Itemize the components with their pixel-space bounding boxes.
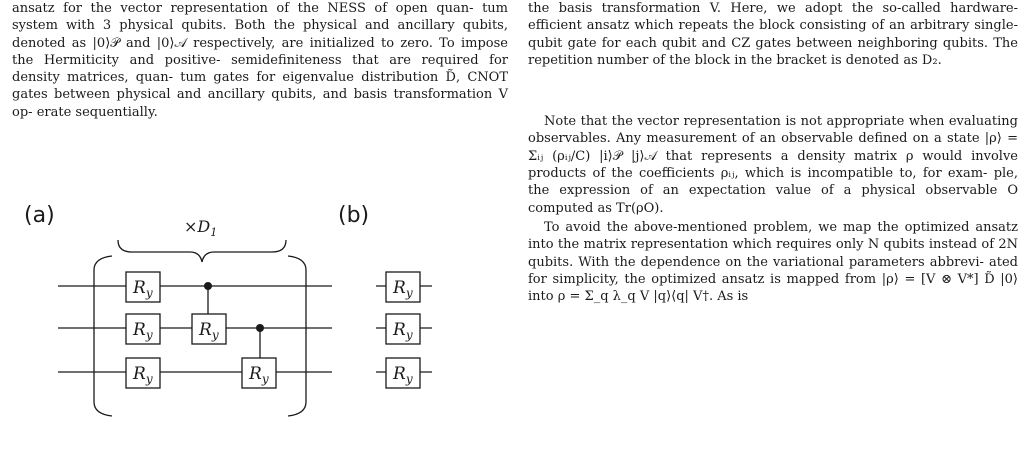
left-bracket	[94, 256, 112, 416]
circuit-figure	[20, 196, 460, 456]
intro-line: tum gates for eigenvalue distribution D̃, CNOT gates between	[12, 70, 508, 103]
text-line: the basis transformation V. Here, we adopt the so-called	[528, 1, 951, 16]
gate-label: $R_y$	[133, 278, 153, 300]
gate-label: $R_y$	[393, 278, 413, 300]
panel-b-label: (b)	[338, 203, 370, 228]
intro-line: semidefiniteness that are required for density matrices, quan-	[12, 52, 509, 86]
text-line: of an arbitrary single-qubit gate for each qubit and CZ gates	[528, 18, 1018, 51]
gate-label: $R_y$	[393, 364, 413, 386]
text-line: the coefficients ρᵢⱼ, which is incompatible to, for exam-	[611, 166, 994, 182]
text-line: Note that the vector representation is not appropriate	[544, 114, 909, 130]
text-line: hardware-efficient ansatz which repeats the block consisting	[528, 1, 1018, 34]
right-column	[528, 0, 1018, 305]
paragraph-1	[528, 0, 1018, 69]
gate-label: $R_y$	[393, 320, 413, 342]
text-line: block in the bracket is denoted as D₂.	[694, 52, 942, 68]
gate-label: $R_y$	[133, 320, 153, 342]
text-line: |ρ⟩ = [V ⊗ V*] D̃ |0⟩ into ρ = Σ_q λ_q V |q⟩⟨q| V†. As is	[528, 271, 1018, 305]
intro-line: physical and ancillary qubits, and basis transformation V op-	[12, 87, 508, 120]
repeat-brace	[118, 240, 286, 262]
left-column	[12, 0, 508, 121]
control-dot-2	[256, 324, 264, 332]
text-line: represents a density matrix ρ would involve products of	[528, 148, 1018, 182]
right-bracket	[288, 256, 306, 416]
text-line: between neighboring qubits. The repetition number of the	[528, 35, 1018, 68]
text-line: requires only N qubits instead of 2N qubits. With	[528, 237, 1018, 270]
gate-label: $R_y$	[249, 364, 269, 386]
control-dot-1	[204, 282, 212, 290]
paragraph-3	[528, 219, 1018, 305]
gate-label: $R_y$	[133, 364, 153, 386]
text-line: observable defined on a state |ρ⟩ = Σᵢⱼ (ρᵢⱼ/C) |i⟩𝒫 |j⟩𝒜 that	[528, 131, 1018, 164]
text-line: observable O computed as Tr(ρO).	[528, 183, 1018, 216]
text-line: the dependence on the variational parameters abbrevi-	[614, 254, 990, 270]
text-line: ated for simplicity, the optimized ansatz is mapped from	[528, 254, 1019, 287]
intro-line: initialized to zero. To impose the Hermiticity and positive-	[12, 35, 508, 68]
intro-line: erate sequentially.	[36, 104, 158, 120]
gate-label: $R_y$	[199, 320, 219, 342]
text-line: To avoid the above-mentioned problem, we map the	[544, 219, 905, 235]
intro-line: ancillary qubits, denoted as |0⟩𝒫 and |0⟩𝒜 respectively, are	[12, 18, 508, 51]
paragraph-2	[528, 113, 1018, 217]
intro-line: ansatz for the vector representation of the NESS of open quan-	[12, 1, 483, 16]
intro-paragraph	[12, 0, 508, 121]
text-line: ple, the expression of an expectation value of a physical	[528, 166, 1018, 199]
paragraph-gap	[528, 69, 1018, 113]
repeat-label: $\times D_1$	[184, 217, 218, 239]
intro-line: tum system with 3 physical qubits. Both the physical and	[12, 1, 508, 34]
panel-a-label: (a)	[24, 203, 55, 228]
text-line: when evaluating observables. Any measurement of an	[528, 114, 1018, 147]
text-line: optimized ansatz into the matrix representation which	[528, 219, 1019, 253]
